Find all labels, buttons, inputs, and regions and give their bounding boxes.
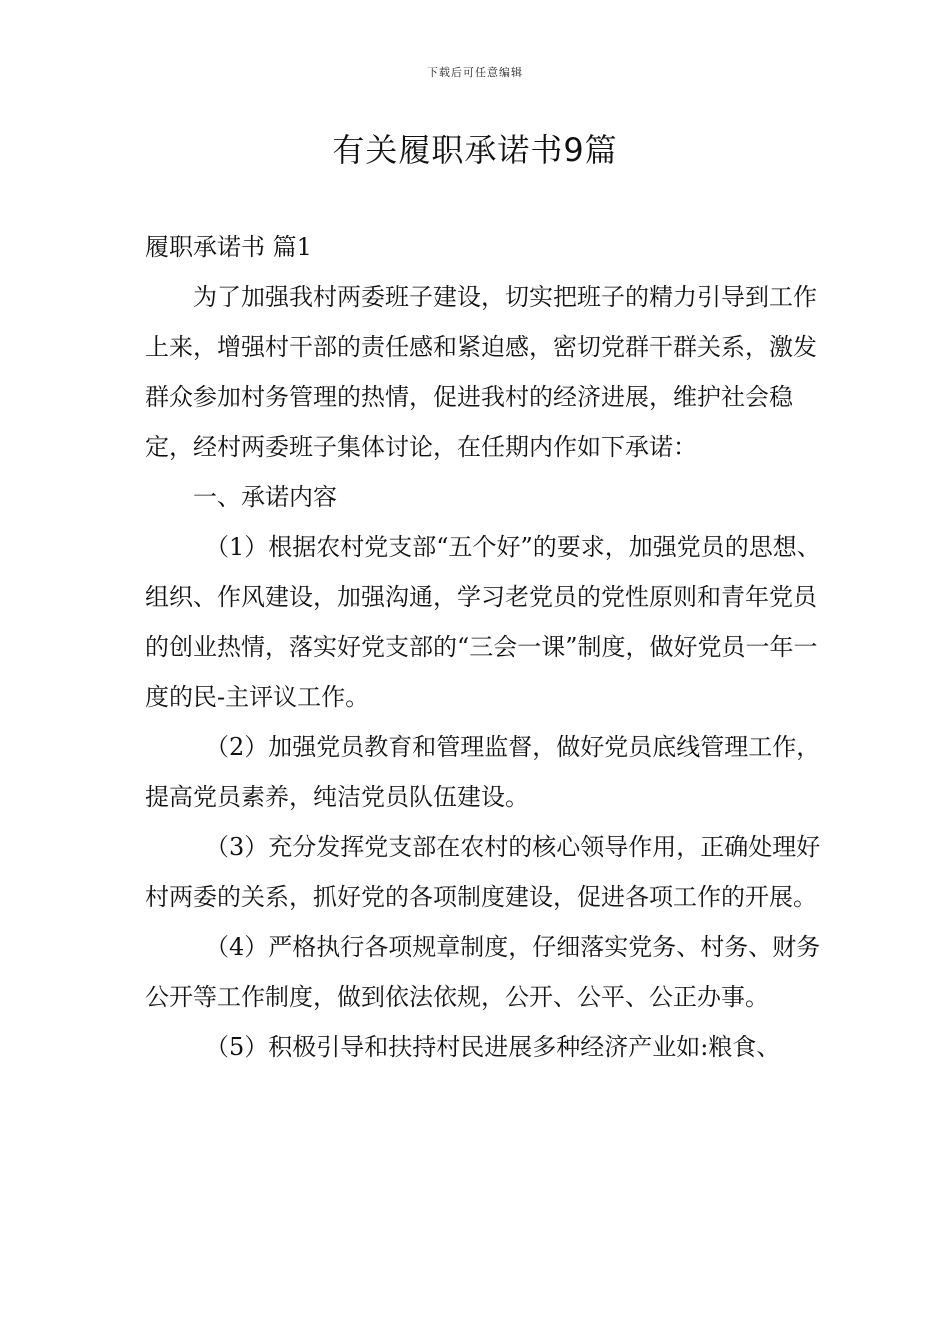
list-item: （5）积极引导和扶持村民进展多种经济产业如:粮食、: [205, 1033, 781, 1061]
list-item: （4）严格执行各项规章制度，仔细落实党务、村务、财务公开等工作制度，做到依法依规，公开、公平、公正办事。: [145, 933, 821, 1011]
page-header-note: 下载后可任意编辑: [427, 66, 523, 79]
section-heading: 履职承诺书 篇1: [145, 233, 312, 261]
subheading: 一、承诺内容: [193, 483, 337, 511]
document-title: 有关履职承诺书9篇: [332, 131, 618, 169]
list-item: （2）加强党员教育和管理监督，做好党员底线管理工作，提高党员素养，纯洁党员队伍建设。: [145, 733, 821, 811]
list-item: （1）根据农村党支部“五个好”的要求，加强党员的思想、组织、作风建设，加强沟通，学习老党员的党性原则和青年党员的创业热情，落实好党支部的“三会一课”制度，做好党员一年一度的民-主评议工作。: [145, 533, 821, 711]
intro-paragraph: 为了加强我村两委班子建设，切实把班子的精力引导到工作上来，增强村干部的责任感和紧迫感，密切党群干群关系，激发群众参加村务管理的热情，促进我村的经济进展，维护社会稳定，经村两委班子集体讨论，在任期内作如下承诺：: [145, 283, 817, 461]
list-item: （3）充分发挥党支部在农村的核心领导作用，正确处理好村两委的关系，抓好党的各项制度建设，促进各项工作的开展。: [145, 833, 821, 911]
document-body: [145, 222, 825, 1072]
